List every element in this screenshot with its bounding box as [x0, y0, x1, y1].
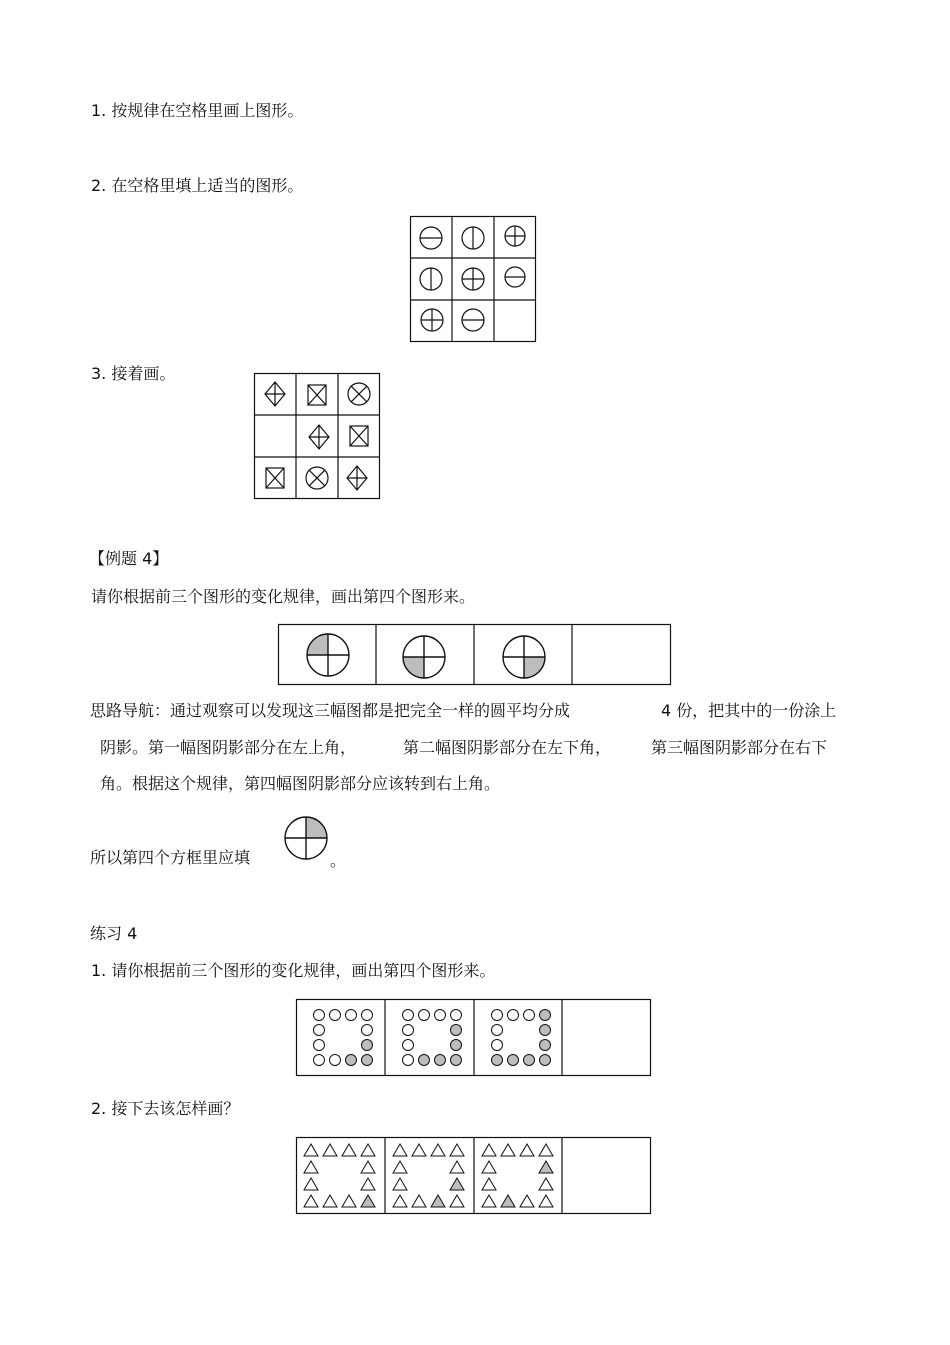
small-triangle-icon — [501, 1195, 515, 1207]
practice-title: 练习 4 — [90, 924, 138, 943]
small-circle-icon — [540, 1040, 551, 1051]
analysis-line-2b: 第二幅图阴影部分在左下角， — [403, 738, 612, 757]
quartered-circle-icon — [307, 634, 349, 676]
small-circle-icon — [346, 1010, 357, 1021]
circle-vertical-icon — [462, 227, 484, 249]
small-circle-icon — [508, 1010, 519, 1021]
square-x-icon — [266, 468, 284, 488]
question-1: 1. 按规律在空格里画上图形。 — [91, 101, 304, 120]
small-triangle-icon — [412, 1195, 426, 1207]
small-triangle-icon — [431, 1195, 445, 1207]
small-circle-icon — [492, 1025, 503, 1036]
analysis-line-2c: 第三幅图阴影部分在右下 — [651, 738, 828, 757]
small-triangle-icon — [342, 1144, 356, 1156]
circle-cross-icon — [462, 268, 484, 290]
small-triangle-icon — [361, 1144, 375, 1156]
small-circle-icon — [362, 1010, 373, 1021]
circle-dot-sequence — [296, 999, 652, 1077]
small-circle-icon — [492, 1055, 503, 1066]
small-circle-icon — [435, 1055, 446, 1066]
small-triangle-icon — [361, 1178, 375, 1190]
practice-question-1: 1. 请你根据前三个图形的变化规律，画出第四个图形来。 — [91, 961, 496, 980]
symbol-grid-q2 — [410, 216, 536, 342]
question-3: 3. 接着画。 — [91, 364, 176, 383]
small-triangle-icon — [520, 1144, 534, 1156]
small-triangle-icon — [482, 1144, 496, 1156]
analysis-line-1b: 4 份，把其中的一份涂上 — [661, 701, 837, 720]
small-triangle-icon — [412, 1144, 426, 1156]
symbol-grid-q3 — [254, 373, 380, 499]
small-triangle-icon — [393, 1144, 407, 1156]
small-circle-icon — [330, 1010, 341, 1021]
small-circle-icon — [492, 1010, 503, 1021]
small-triangle-icon — [304, 1144, 318, 1156]
small-circle-icon — [403, 1010, 414, 1021]
small-triangle-icon — [450, 1195, 464, 1207]
small-triangle-icon — [393, 1195, 407, 1207]
circle-cross-icon — [505, 226, 525, 246]
small-circle-icon — [524, 1055, 535, 1066]
circle-cross-icon — [421, 309, 443, 331]
small-circle-icon — [419, 1055, 430, 1066]
triangle-sequence — [296, 1137, 652, 1215]
diamond-cross-icon — [265, 382, 285, 406]
question-2: 2. 在空格里填上适当的图形。 — [91, 176, 304, 195]
small-circle-icon — [540, 1055, 551, 1066]
small-circle-icon — [540, 1010, 551, 1021]
small-triangle-icon — [323, 1144, 337, 1156]
small-circle-icon — [403, 1025, 414, 1036]
square-x-icon — [350, 426, 368, 446]
small-circle-icon — [362, 1055, 373, 1066]
small-circle-icon — [362, 1040, 373, 1051]
practice-question-2: 2. 接下去该怎样画？ — [91, 1099, 240, 1118]
small-triangle-icon — [482, 1161, 496, 1173]
small-circle-icon — [403, 1055, 414, 1066]
square-x-icon — [308, 385, 326, 405]
circle-dot-frame-2 — [403, 1010, 462, 1066]
small-circle-icon — [508, 1055, 519, 1066]
small-circle-icon — [540, 1025, 551, 1036]
small-triangle-icon — [539, 1195, 553, 1207]
circle-horizontal-icon — [462, 309, 484, 331]
small-triangle-icon — [450, 1161, 464, 1173]
small-circle-icon — [492, 1040, 503, 1051]
small-circle-icon — [451, 1010, 462, 1021]
triangle-frame-3 — [482, 1144, 553, 1207]
small-circle-icon — [451, 1040, 462, 1051]
circle-vertical-icon — [420, 268, 442, 290]
small-triangle-icon — [393, 1161, 407, 1173]
small-triangle-icon — [539, 1161, 553, 1173]
example-title: 【例题 4】 — [89, 549, 169, 568]
analysis-line-1a: 思路导航：通过观察可以发现这三幅图都是把完全一样的圆平均分成 — [90, 701, 571, 720]
small-circle-icon — [314, 1025, 325, 1036]
answer-suffix: 。 — [330, 851, 347, 870]
small-triangle-icon — [539, 1144, 553, 1156]
small-circle-icon — [451, 1055, 462, 1066]
diamond-cross-icon — [309, 425, 329, 449]
small-triangle-icon — [361, 1195, 375, 1207]
example-question: 请你根据前三个图形的变化规律，画出第四个图形来。 — [91, 587, 476, 606]
example-sequence — [278, 624, 672, 686]
small-circle-icon — [330, 1055, 341, 1066]
small-circle-icon — [524, 1010, 535, 1021]
circle-horizontal-icon — [505, 267, 525, 287]
small-triangle-icon — [482, 1195, 496, 1207]
small-triangle-icon — [431, 1144, 445, 1156]
circle-x-icon — [348, 383, 370, 405]
analysis-line-2a: 阴影。第一幅图阴影部分在左上角， — [100, 738, 357, 757]
quartered-circle-icon — [503, 636, 545, 678]
small-circle-icon — [403, 1040, 414, 1051]
answer-quartered-circle-icon — [283, 815, 329, 861]
small-circle-icon — [346, 1055, 357, 1066]
small-triangle-icon — [304, 1195, 318, 1207]
diamond-cross-icon — [347, 466, 367, 490]
small-triangle-icon — [323, 1195, 337, 1207]
small-triangle-icon — [393, 1178, 407, 1190]
answer-prefix: 所以第四个方框里应填 — [90, 848, 251, 867]
small-triangle-icon — [482, 1178, 496, 1190]
small-triangle-icon — [501, 1144, 515, 1156]
analysis-line-3: 角。根据这个规律，第四幅图阴影部分应该转到右上角。 — [100, 774, 501, 793]
small-triangle-icon — [304, 1178, 318, 1190]
circle-dot-frame-3 — [492, 1010, 551, 1066]
small-circle-icon — [314, 1010, 325, 1021]
small-triangle-icon — [539, 1178, 553, 1190]
small-triangle-icon — [520, 1195, 534, 1207]
circle-dot-frame-1 — [314, 1010, 373, 1066]
small-triangle-icon — [361, 1161, 375, 1173]
quartered-circle-icon — [403, 636, 445, 678]
small-circle-icon — [314, 1040, 325, 1051]
small-circle-icon — [419, 1010, 430, 1021]
circle-x-icon — [306, 467, 328, 489]
small-circle-icon — [362, 1025, 373, 1036]
small-triangle-icon — [342, 1195, 356, 1207]
small-circle-icon — [435, 1010, 446, 1021]
circle-horizontal-icon — [420, 227, 442, 249]
triangle-frame-1 — [304, 1144, 375, 1207]
small-circle-icon — [314, 1055, 325, 1066]
small-triangle-icon — [450, 1144, 464, 1156]
small-triangle-icon — [304, 1161, 318, 1173]
small-circle-icon — [451, 1025, 462, 1036]
triangle-frame-2 — [393, 1144, 464, 1207]
small-triangle-icon — [450, 1178, 464, 1190]
